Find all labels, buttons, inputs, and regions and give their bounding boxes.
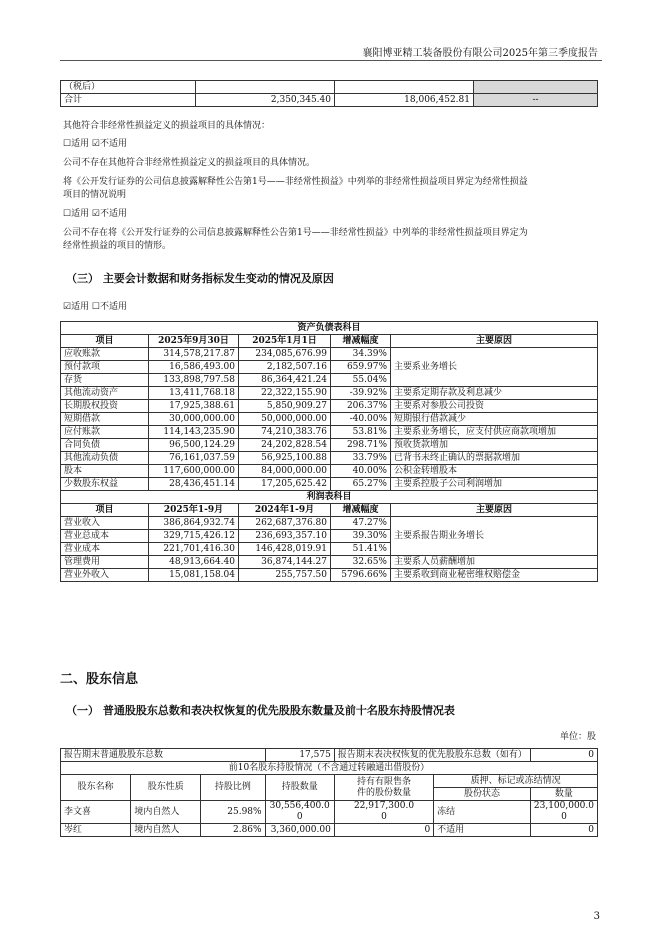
holder-ratio: 25.98%: [201, 801, 265, 824]
col-header: 增减幅度: [331, 504, 391, 517]
is-title: 利润表科目: [61, 491, 598, 504]
nonrecurring-table-tail: [60, 80, 598, 107]
value-line: 0: [381, 812, 387, 822]
holder-nature: 境内自然人: [131, 801, 201, 824]
value-current: 133,898,797.58: [149, 374, 239, 387]
reason: 主要系业务增长，应支付供应商款项增加: [391, 426, 598, 439]
value-prior: 36,874,144.27: [239, 556, 331, 569]
header-divider: [60, 60, 602, 61]
value-prior: 50,000,000.00: [239, 413, 331, 426]
holder-status: 冻结: [434, 801, 531, 824]
holder-limited: 0: [334, 824, 433, 837]
value-line: 0: [561, 812, 567, 822]
col-header: [334, 775, 433, 801]
table-row: [61, 478, 598, 491]
col-header: 持股数量: [265, 775, 334, 801]
value-line: 0: [296, 812, 303, 822]
item: 短期借款: [61, 413, 149, 426]
table-row: [61, 439, 598, 452]
table-row: [61, 452, 598, 465]
value-prior: 17,205,625.42: [239, 478, 331, 491]
item: 合同负债: [61, 439, 149, 452]
col-header: 主要原因: [391, 335, 598, 348]
table-row: [61, 387, 598, 400]
col-header: 质押、标记或冻结情况: [434, 775, 598, 788]
item: 长期股权投资: [61, 400, 149, 413]
top10-title: 前10名股东持股情况（不含通过转融通出借股份）: [61, 762, 598, 775]
value-prior: 22,322,155.90: [239, 387, 331, 400]
header-line: 持有有限售条: [356, 776, 411, 787]
header-line: 件的股份数量: [356, 787, 411, 798]
holder-pledge-count: 0: [530, 824, 597, 837]
pref-holders-label: 报告期末表决权恢复的优先股股东总数（如有）: [334, 749, 530, 762]
reason: 主要系对参股公司投资: [391, 400, 598, 413]
col-header: 增减幅度: [331, 335, 391, 348]
holder-name: 岑红: [61, 824, 131, 837]
item: 营业成本: [61, 543, 149, 556]
value-current: 48,913,664.40: [149, 556, 239, 569]
total-holders-label: 报告期末普通股股东总数: [61, 749, 266, 762]
col-header: 股东名称: [61, 775, 131, 801]
paragraph: 其他符合非经常性损益定义的损益项目的具体情况：: [63, 121, 271, 131]
holder-pledge-count: [530, 801, 597, 824]
row-label: （税后）: [61, 81, 196, 94]
paragraph: 公司不存在将《公开发行证券的公司信息披露解释性公告第1号——非经常性损益》中列举的非经常性损益项目界定为: [63, 228, 528, 238]
section-heading: 二、股东信息: [60, 672, 139, 687]
col-header: 2024年1-9月: [239, 504, 331, 517]
item: 营业总成本: [61, 530, 149, 543]
table-row: [61, 465, 598, 478]
value-prior: 255,757.50: [239, 569, 331, 582]
col-header: 股东性质: [131, 775, 201, 801]
reason: 主要系控股子公司利润增加: [391, 478, 598, 491]
table-row: [61, 801, 598, 824]
change: 298.71%: [331, 439, 391, 452]
paragraph: 项目的情况说明: [63, 190, 127, 200]
holder-status: 不适用: [434, 824, 531, 837]
table-row: [61, 517, 598, 530]
value-current: 117,600,000.00: [149, 465, 239, 478]
reason: 主要系收到商业秘密维权赔偿金: [391, 569, 598, 582]
change: 32.65%: [331, 556, 391, 569]
total-value-2: 18,006,452.81: [335, 94, 474, 107]
holder-nature: 境内自然人: [131, 824, 201, 837]
total-label: 合计: [61, 94, 196, 107]
table-row: [61, 348, 598, 361]
checkbox-line: ☐适用 ☑不适用: [63, 209, 127, 219]
change: 33.79%: [331, 452, 391, 465]
change: 65.27%: [331, 478, 391, 491]
item: 营业外收入: [61, 569, 149, 582]
change: 34.39%: [331, 348, 391, 361]
value-prior: 86,364,421.24: [239, 374, 331, 387]
reason: 主要系定期存款及利息减少: [391, 387, 598, 400]
value-current: 76,161,037.59: [149, 452, 239, 465]
shareholders-table: [60, 748, 598, 837]
item: 少数股东权益: [61, 478, 149, 491]
reason: 主要系人员薪酬增加: [391, 556, 598, 569]
value-prior: 74,210,383.76: [239, 426, 331, 439]
value-current: 16,586,493.00: [149, 361, 239, 374]
table-row: [61, 569, 598, 582]
page-header: 襄阳博亚精工装备股份有限公司2025年第三季度报告: [362, 48, 598, 59]
item: 营业收入: [61, 517, 149, 530]
reason: 预收货款增加: [391, 439, 598, 452]
value-prior: 2,182,507.16: [239, 361, 331, 374]
col-header: 2025年1月1日: [239, 335, 331, 348]
value-current: 17,925,388.61: [149, 400, 239, 413]
value-current: 221,701,416.30: [149, 543, 239, 556]
reason: 短期银行借款减少: [391, 413, 598, 426]
change: 51.41%: [331, 543, 391, 556]
item: 其他流动资产: [61, 387, 149, 400]
value-line: 22,917,300.0: [353, 801, 415, 811]
item: 股本: [61, 465, 149, 478]
change: 206.37%: [331, 400, 391, 413]
value-prior: 146,428,019.91: [239, 543, 331, 556]
value-line: 30,556,400.0: [269, 801, 330, 811]
value-current: 314,578,217.87: [149, 348, 239, 361]
reason: 主要系报告期业务增长: [391, 517, 598, 556]
change: 659.97%: [331, 361, 391, 374]
table-row: [61, 413, 598, 426]
value-line: 23,100,000.0: [533, 801, 594, 811]
value-current: 329,715,426.12: [149, 530, 239, 543]
col-header: 项目: [61, 504, 149, 517]
col-header: 数量: [530, 788, 597, 801]
col-header: 主要原因: [391, 504, 598, 517]
value-current: 13,411,768.18: [149, 387, 239, 400]
change: 53.81%: [331, 426, 391, 439]
holder-qty: [265, 801, 334, 824]
table-row: [61, 426, 598, 439]
unit-label: 单位：股: [559, 732, 596, 742]
value-prior: 262,687,376.80: [239, 517, 331, 530]
col-header: 项目: [61, 335, 149, 348]
col-header: 持股比例: [201, 775, 265, 801]
change: 5796.66%: [331, 569, 391, 582]
total-holders-value: 17,575: [265, 749, 334, 762]
value-current: 386,864,932.74: [149, 517, 239, 530]
change: 40.00%: [331, 465, 391, 478]
changes-table: [60, 321, 598, 582]
holder-name: 李文喜: [61, 801, 131, 824]
item: 存货: [61, 374, 149, 387]
item: 管理费用: [61, 556, 149, 569]
cell: [474, 81, 598, 94]
table-row: [61, 400, 598, 413]
value-prior: 5,850,909.27: [239, 400, 331, 413]
change: 55.04%: [331, 374, 391, 387]
bs-title: 资产负债表科目: [61, 322, 598, 335]
reason: 已背书未终止确认的票据款增加: [391, 452, 598, 465]
col-header: 股份状态: [434, 788, 531, 801]
paragraph: 公司不存在其他符合非经常性损益定义的损益项目的具体情况。: [63, 158, 316, 168]
reason: 公积金转增股本: [391, 465, 598, 478]
page-number: 3: [593, 911, 600, 922]
change: 39.30%: [331, 530, 391, 543]
checkbox-line: ☐适用 ☑不适用: [63, 139, 127, 149]
value-prior: 24,202,828.54: [239, 439, 331, 452]
value-prior: 84,000,000.00: [239, 465, 331, 478]
cell: [335, 81, 474, 94]
section-subheading: （一） 普通股股东总数和表决权恢复的优先股股东数量及前十名股东持股情况表: [66, 704, 455, 717]
cell: [196, 81, 335, 94]
holder-qty: 3,360,000.00: [265, 824, 334, 837]
value-prior: 234,085,676.99: [239, 348, 331, 361]
item: 应收账款: [61, 348, 149, 361]
table-row: [61, 556, 598, 569]
value-current: 114,143,235.90: [149, 426, 239, 439]
checkbox-line: ☑适用 ☐不适用: [63, 302, 127, 312]
change: -40.00%: [331, 413, 391, 426]
value-current: 96,500,124.29: [149, 439, 239, 452]
pref-holders-value: 0: [530, 749, 597, 762]
item: 应付账款: [61, 426, 149, 439]
section-title: （三） 主要会计数据和财务指标发生变动的情况及原因: [66, 272, 334, 285]
value-current: 15,081,158.04: [149, 569, 239, 582]
paragraph: 将《公开发行证券的公司信息披露解释性公告第1号——非经常性损益》中列举的非经常性损益项目界定为经常性损益: [63, 177, 528, 187]
holder-limited: [334, 801, 433, 824]
change: -39.92%: [331, 387, 391, 400]
value-current: 30,000,000.00: [149, 413, 239, 426]
col-header: 2025年1-9月: [149, 504, 239, 517]
item: 预付款项: [61, 361, 149, 374]
change: 47.27%: [331, 517, 391, 530]
paragraph: 经常性损益的项目的情形。: [63, 241, 172, 251]
total-value-1: 2,350,345.40: [196, 94, 335, 107]
item: 其他流动负债: [61, 452, 149, 465]
holder-ratio: 2.86%: [201, 824, 265, 837]
table-row: [61, 824, 598, 837]
total-value-3: --: [474, 94, 598, 107]
value-prior: 236,693,357.10: [239, 530, 331, 543]
reason: 主要系业务增长: [391, 348, 598, 387]
value-prior: 56,925,100.88: [239, 452, 331, 465]
col-header: 2025年9月30日: [149, 335, 239, 348]
value-current: 28,436,451.14: [149, 478, 239, 491]
